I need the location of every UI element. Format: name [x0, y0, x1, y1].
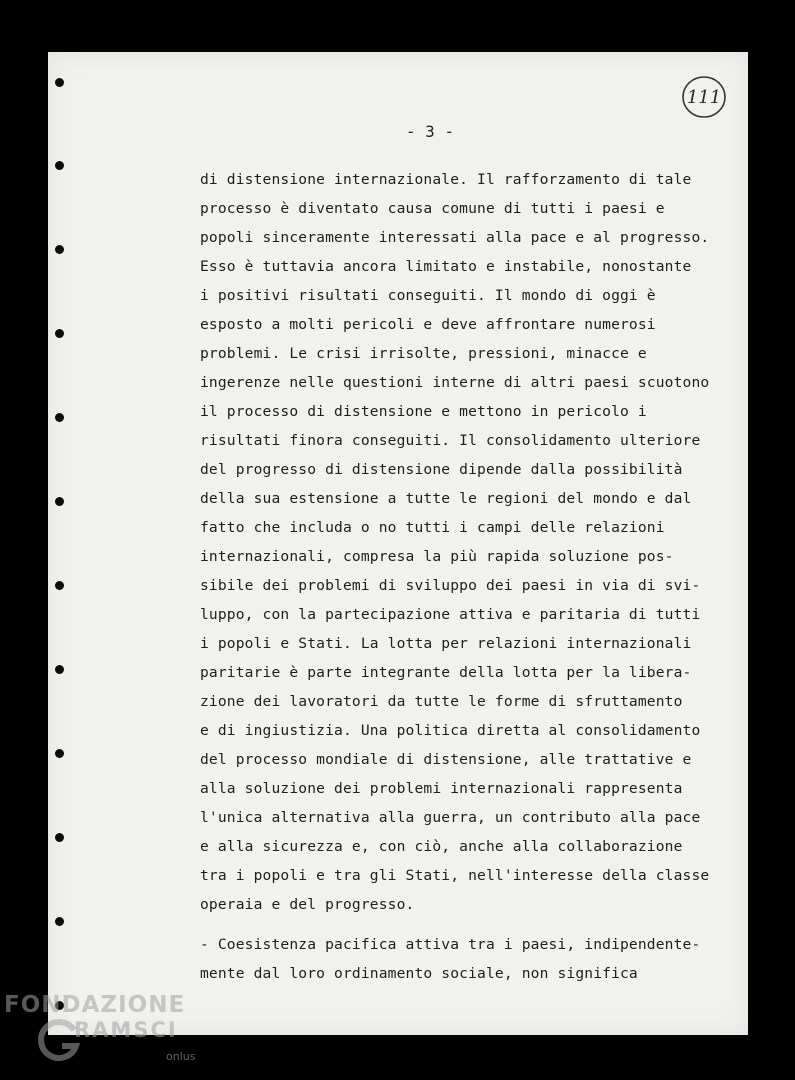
punch-hole — [55, 161, 64, 170]
text-line: paritarie è parte integrante della lotta per la libera- — [200, 664, 692, 681]
text-line: i popoli e Stati. La lotta per relazioni internazionali — [200, 635, 692, 652]
text-line: e alla sicurezza e, con ciò, anche alla collaborazione — [200, 838, 683, 855]
text-line: - Coesistenza pacifica attiva tra i paesi, indipendente- — [200, 936, 701, 953]
paragraph-main — [200, 165, 710, 919]
punch-hole — [55, 245, 64, 254]
punch-hole — [55, 78, 64, 87]
text-line: fatto che includa o no tutti i campi delle relazioni — [200, 519, 665, 536]
text-line: popoli sinceramente interessati alla pace e al progresso. — [200, 229, 710, 246]
text-line: di distensione internazionale. Il rafforzamento di tale — [200, 171, 692, 188]
watermark-logo — [4, 992, 204, 1072]
text-line: della sua estensione a tutte le regioni del mondo e dal — [200, 490, 692, 507]
folio-number: 111 — [686, 86, 722, 108]
text-line: ingerenze nelle questioni interne di altri paesi scuotono — [200, 374, 710, 391]
punch-hole — [55, 917, 64, 926]
text-line: tra i popoli e tra gli Stati, nell'interesse della classe — [200, 867, 710, 884]
punch-hole — [55, 665, 64, 674]
text-line: del progresso di distensione dipende dalla possibilità — [200, 461, 683, 478]
text-line: luppo, con la partecipazione attiva e paritaria di tutti — [200, 606, 701, 623]
punch-hole — [55, 329, 64, 338]
watermark-line-3: onlus — [166, 1050, 196, 1063]
watermark-line-2: RAMSCI — [74, 1018, 178, 1042]
text-line: mente dal loro ordinamento sociale, non significa — [200, 965, 638, 982]
text-line: risultati finora conseguiti. Il consolidamento ulteriore — [200, 432, 701, 449]
text-line: problemi. Le crisi irrisolte, pressioni, minacce e — [200, 345, 647, 362]
text-line: Esso è tuttavia ancora limitato e instabile, nonostante — [200, 258, 692, 275]
text-line: i positivi risultati conseguiti. Il mondo di oggi è — [200, 287, 656, 304]
text-line: operaia e del progresso. — [200, 896, 415, 913]
folio-stamp — [680, 73, 728, 121]
punch-hole — [55, 581, 64, 590]
text-line: del processo mondiale di distensione, alle trattative e — [200, 751, 692, 768]
punch-hole — [55, 833, 64, 842]
page-number: - 3 - — [405, 122, 455, 141]
text-line: zione dei lavoratori da tutte le forme di sfruttamento — [200, 693, 683, 710]
text-line: sibile dei problemi di sviluppo dei paesi in via di svi- — [200, 577, 701, 594]
punch-hole — [55, 413, 64, 422]
punch-hole — [55, 749, 64, 758]
text-line: internazionali, compresa la più rapida soluzione pos- — [200, 548, 674, 565]
punch-hole — [55, 497, 64, 506]
text-line: esposto a molti pericoli e deve affrontare numerosi — [200, 316, 656, 333]
watermark-line-1: FONDAZIONE — [4, 992, 186, 1018]
paragraph-coexistence — [200, 930, 710, 988]
text-line: alla soluzione dei problemi internazionali rappresenta — [200, 780, 683, 797]
text-line: l'unica alternativa alla guerra, un contributo alla pace — [200, 809, 701, 826]
text-line: il processo di distensione e mettono in pericolo i — [200, 403, 647, 420]
text-line: processo è diventato causa comune di tutti i paesi e — [200, 200, 665, 217]
text-line: e di ingiustizia. Una politica diretta al consolidamento — [200, 722, 701, 739]
